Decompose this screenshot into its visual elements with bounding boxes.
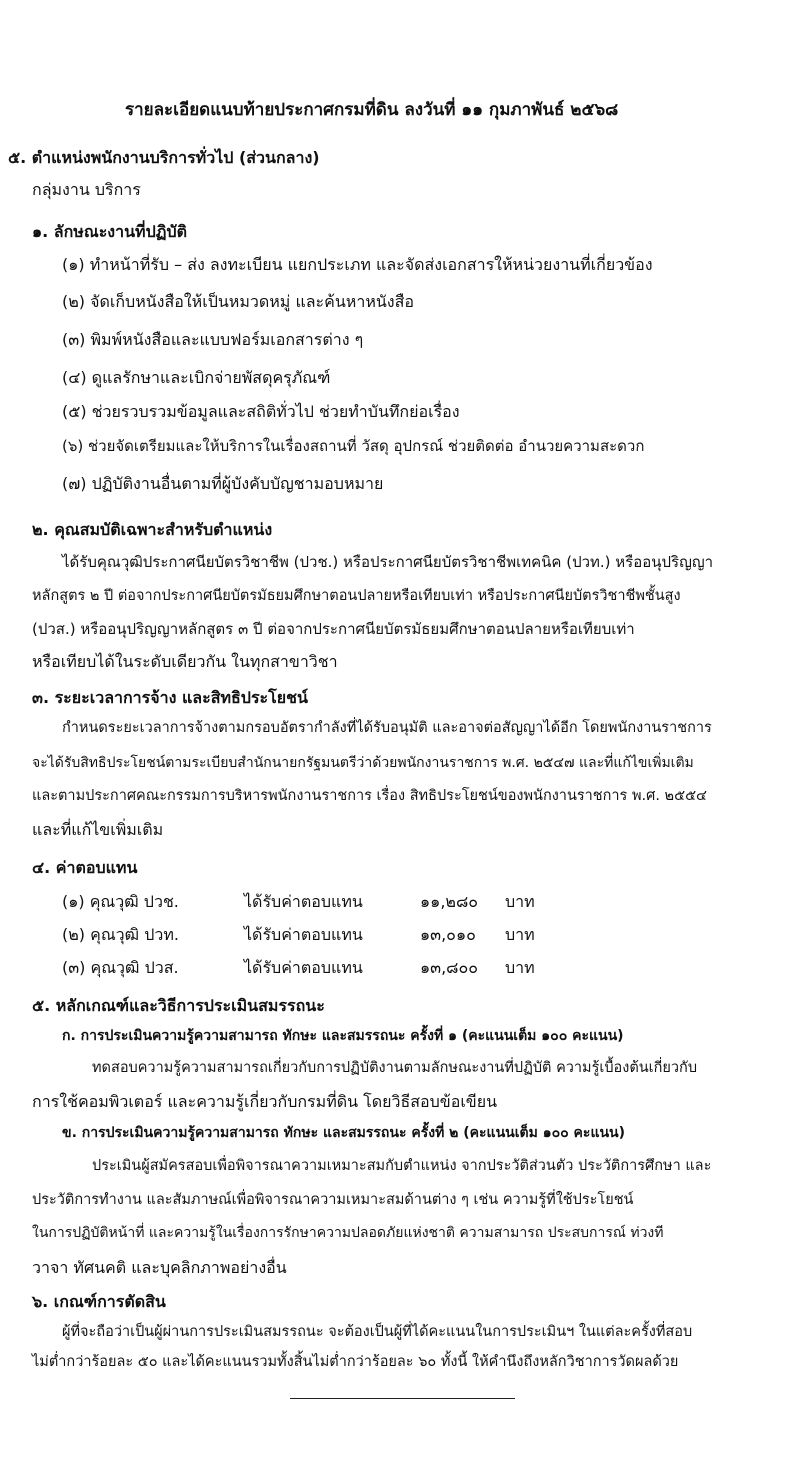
assessment-b-heading: ข. การประเมินความรู้ความสามารถ ทักษะ และสมรรถนะ ครั้งที่ ๒ (คะแนนเต็ม ๑๐๐ คะแนน)	[62, 1125, 626, 1141]
assessment-b-text: ในการปฏิบัติหน้าที่ และความรู้ในเรื่องการรักษาความปลอดภัยแห่งชาติ ความสามารถ ประสบการณ์ ท่วงที	[32, 1225, 664, 1241]
position-group: กลุ่มงาน บริการ	[32, 180, 141, 199]
duty-item: (๗) ปฏิบัติงานอื่นตามที่ผู้บังคับบัญชามอบหมาย	[62, 474, 384, 493]
document-title: รายละเอียดแนบท้ายประกาศกรมที่ดิน ลงวันที่ ๑๑ กุมภาพันธ์ ๒๕๖๘	[125, 100, 619, 120]
section-6-heading: ๖. เกณฑ์การตัดสิน	[32, 1292, 166, 1311]
compensation-label: ได้รับค่าตอบแทน	[244, 958, 363, 977]
criteria-text: ไม่ต่ำกว่าร้อยละ ๕๐ และได้คะแนนรวมทั้งสิ้นไม่ต่ำกว่าร้อยละ ๖๐ ทั้งนี้ ให้คำนึงถึงหลักวิชาการวัดผลด้วย	[32, 1354, 679, 1370]
section-5-heading: ๕. หลักเกณฑ์และวิธีการประเมินสมรรถนะ	[32, 996, 325, 1015]
duty-item: (๔) ดูแลรักษาและเบิกจ่ายพัสดุครุภัณฑ์	[62, 368, 331, 387]
employment-text: จะได้รับสิทธิประโยชน์ตามระเบียบสำนักนายกรัฐมนตรีว่าด้วยพนักงานราชการ พ.ศ. ๒๕๔๗ และที่แก้ไขเพิ่มเติม	[32, 755, 694, 771]
qualification-text: หรือเทียบได้ในระดับเดียวกัน ในทุกสาขาวิชา	[32, 652, 338, 671]
compensation-amount: ๑๓,๘๐๐	[420, 958, 479, 977]
compensation-label: ได้รับค่าตอบแทน	[244, 892, 363, 911]
compensation-amount: ๑๓,๐๑๐	[420, 925, 476, 944]
assessment-b-text: ประวัติการทำงาน และสัมภาษณ์เพื่อพิจารณาความเหมาะสมด้านต่าง ๆ เช่น ความรู้ที่ใช้ประโยชน์	[32, 1192, 634, 1208]
qualification-label: (๑) คุณวุฒิ ปวช.	[62, 892, 179, 911]
qualification-text: หลักสูตร ๒ ปี ต่อจากประกาศนียบัตรมัธยมศึกษาตอนปลายหรือเทียบเท่า หรือประกาศนียบัตรวิชาชีพชั้นสูง	[32, 588, 681, 604]
criteria-text: ผู้ที่จะถือว่าเป็นผู้ผ่านการประเมินสมรรถนะ จะต้องเป็นผู้ที่ได้คะแนนในการประเมินฯ ในแต่ละครั้งที่สอบ	[62, 1324, 693, 1340]
section-4-heading: ๔. ค่าตอบแทน	[32, 858, 138, 877]
employment-text: กำหนดระยะเวลาการจ้างตามกรอบอัตรากำลังที่ได้รับอนุมัติ และอาจต่อสัญญาได้อีก โดยพนักงานราชการ	[62, 720, 712, 736]
employment-text: และตามประกาศคณะกรรมการบริหารพนักงานราชการ เรื่อง สิทธิประโยชน์ของพนักงานราชการ พ.ศ. ๒๕๕๔	[32, 788, 708, 804]
duty-item: (๒) จัดเก็บหนังสือให้เป็นหมวดหมู่ และค้นหาหนังสือ	[62, 292, 414, 311]
qualification-label: (๒) คุณวุฒิ ปวท.	[62, 925, 179, 944]
compensation-label: ได้รับค่าตอบแทน	[244, 925, 363, 944]
assessment-a-text: การใช้คอมพิวเตอร์ และความรู้เกี่ยวกับกรมที่ดิน โดยวิธีสอบข้อเขียน	[32, 1092, 498, 1111]
assessment-a-heading: ก. การประเมินความรู้ความสามารถ ทักษะ และสมรรถนะ ครั้งที่ ๑ (คะแนนเต็ม ๑๐๐ คะแนน)	[62, 1028, 624, 1044]
compensation-amount: ๑๑,๒๘๐	[420, 892, 479, 911]
duty-item: (๕) ช่วยรวบรวมข้อมูลและสถิติทั่วไป ช่วยทำบันทึกย่อเรื่อง	[62, 402, 460, 421]
compensation-unit: บาท	[505, 925, 535, 944]
qualification-text: (ปวส.) หรืออนุปริญญาหลักสูตร ๓ ปี ต่อจากประกาศนียบัตรมัธยมศึกษาตอนปลายหรือเทียบเท่า	[32, 620, 635, 638]
position-heading: ๕. ตำแหน่งพนักงานบริการทั่วไป (ส่วนกลาง)	[8, 148, 320, 167]
assessment-a-text: ทดสอบความรู้ความสามารถเกี่ยวกับการปฏิบัติงานตามลักษณะงานที่ปฏิบัติ ความรู้เบื้องต้นเกี่ยวกับ	[92, 1060, 698, 1076]
duty-item: (๑) ทำหน้าที่รับ – ส่ง ลงทะเบียน แยกประเภท และจัดส่งเอกสารให้หน่วยงานที่เกี่ยวข้อง	[62, 255, 653, 274]
qualification-label: (๓) คุณวุฒิ ปวส.	[62, 958, 179, 977]
employment-text: และที่แก้ไขเพิ่มเติม	[32, 820, 164, 839]
assessment-b-text: ประเมินผู้สมัครสอบเพื่อพิจารณาความเหมาะสมกับตำแหน่ง จากประวัติส่วนตัว ประวัติการศึกษา และ	[92, 1158, 712, 1174]
end-divider	[290, 1398, 515, 1399]
qualification-text: ได้รับคุณวุฒิประกาศนียบัตรวิชาชีพ (ปวช.) หรือประกาศนียบัตรวิชาชีพเทคนิค (ปวท.) หรืออนุปริญญา	[62, 553, 714, 571]
section-1-heading: ๑. ลักษณะงานที่ปฏิบัติ	[32, 222, 188, 241]
duty-item: (๓) พิมพ์หนังสือและแบบฟอร์มเอกสารต่าง ๆ	[62, 330, 364, 349]
compensation-unit: บาท	[505, 892, 535, 911]
compensation-unit: บาท	[505, 958, 535, 977]
section-2-heading: ๒. คุณสมบัติเฉพาะสำหรับตำแหน่ง	[32, 520, 273, 539]
assessment-b-text: วาจา ทัศนคติ และบุคลิกภาพอย่างอื่น	[32, 1258, 287, 1277]
duty-item: (๖) ช่วยจัดเตรียมและให้บริการในเรื่องสถานที่ วัสดุ อุปกรณ์ ช่วยติดต่อ อำนวยความสะดวก	[62, 437, 645, 455]
section-3-heading: ๓. ระยะเวลาการจ้าง และสิทธิประโยชน์	[32, 688, 308, 707]
